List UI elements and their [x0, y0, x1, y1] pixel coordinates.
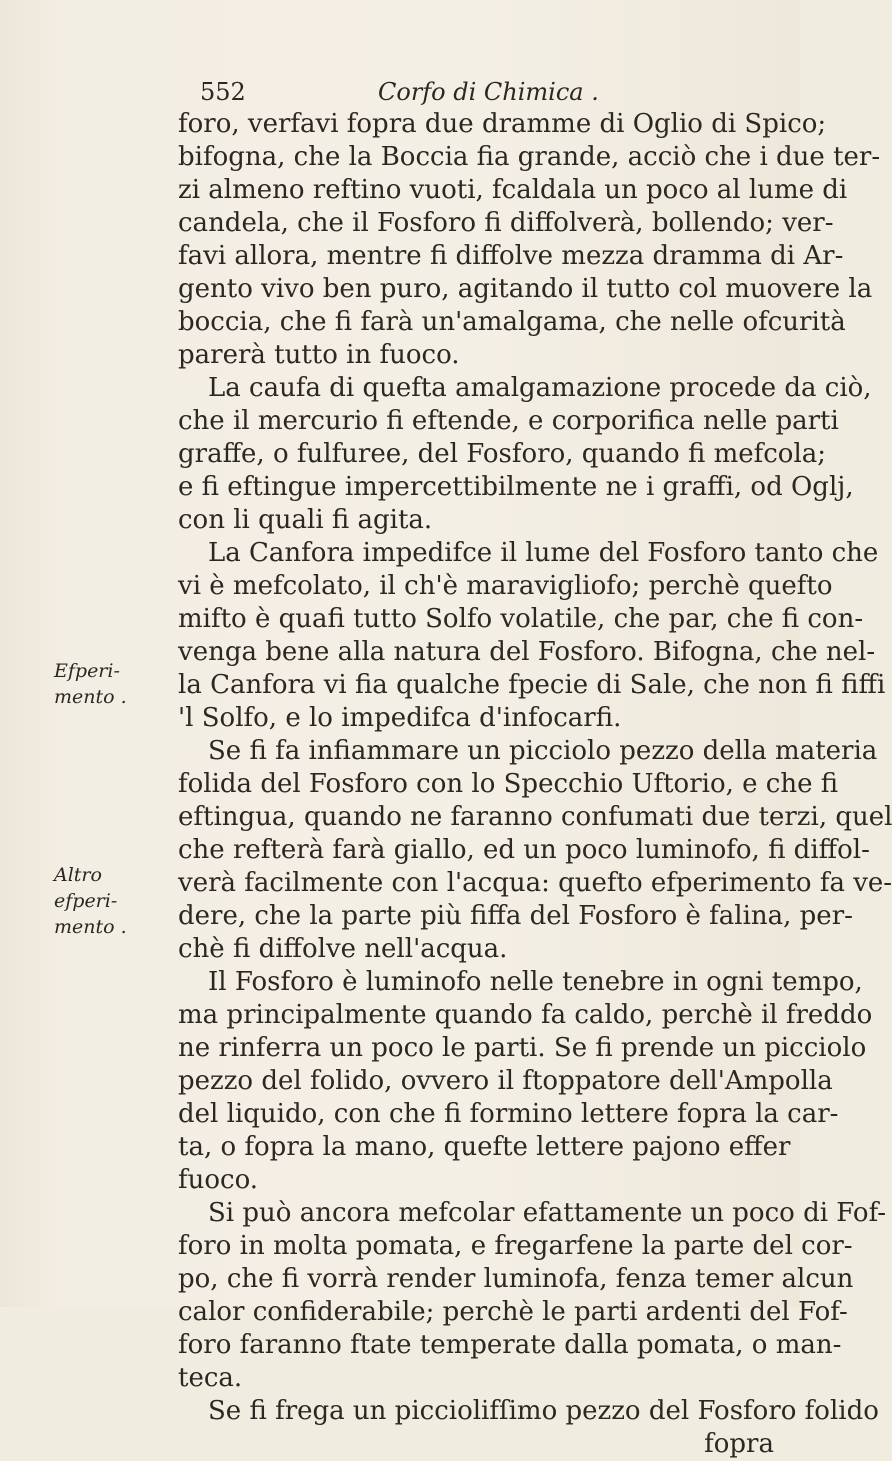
text-line: che il mercurio fi eftende, e corporifica nelle parti — [178, 406, 839, 436]
text-line: che refterà farà giallo, ed un poco luminofo, fi diffol- — [178, 835, 870, 865]
margin-note-line: efperi- — [54, 890, 118, 912]
text-line: con li quali fi agita. — [178, 505, 433, 535]
margin-note-line: mento . — [54, 686, 127, 708]
margin-note-line: Altro — [54, 864, 102, 886]
text-line: teca. — [178, 1363, 243, 1393]
text-line: venga bene alla natura del Fosforo. Bifogna, che nel- — [178, 637, 876, 667]
text-line: ne rinferra un poco le parti. Se fi prende un picciolo — [178, 1033, 867, 1063]
page-number: 552 — [200, 78, 246, 106]
text-line: e fi eftingue impercettibilmente ne i graffi, od Oglj, — [178, 472, 854, 502]
text-line: pezzo del folido, ovvero il ftoppatore dell'Ampolla — [178, 1066, 833, 1096]
text-line: ta, o fopra la mano, quefte lettere pajono effer — [178, 1132, 791, 1162]
text-line: Se fi frega un picciolifſimo pezzo del Fosforo folido — [208, 1396, 879, 1426]
text-line: graffe, o fulfuree, del Fosforo, quando fi mefcola; — [178, 439, 827, 469]
text-line: foro in molta pomata, e fregarfene la parte del cor- — [178, 1231, 853, 1261]
text-line: candela, che il Fosforo fi diffolverà, bollendo; ver- — [178, 208, 834, 238]
text-line: la Canfora vi fia qualche fpecie di Sale, che non fi fiffi — [178, 670, 886, 700]
margin-note-line: mento . — [54, 916, 127, 938]
text-line: bifogna, che la Boccia fia grande, acciò che i due ter- — [178, 142, 881, 172]
text-line: La Canfora impedifce il lume del Fosforo tanto che — [208, 538, 879, 568]
catchword: fopra — [704, 1429, 774, 1459]
text-line: del liquido, con che fi formino lettere fopra la car- — [178, 1099, 839, 1129]
text-line: ma principalmente quando fa caldo, perchè il freddo — [178, 1000, 873, 1030]
text-line: dere, che la parte più fiffa del Fosforo è falina, per- — [178, 901, 853, 931]
text-line: parerà tutto in fuoco. — [178, 340, 460, 370]
text-line: folida del Fosforo con lo Specchio Uftorio, e che fi — [178, 769, 839, 799]
text-line: po, che fi vorrà render luminofa, fenza temer alcun — [178, 1264, 854, 1294]
margin-note-altro-esperimento — [54, 862, 127, 940]
text-line: eftingua, quando ne faranno confumati due terzi, quel — [178, 802, 892, 832]
text-line: Se fi fa infiammare un picciolo pezzo della materia — [208, 736, 878, 766]
running-title: Corfo di Chimica . — [378, 78, 599, 106]
text-line: verà facilmente con l'acqua: quefto efperimento fa ve- — [178, 868, 892, 898]
text-line: zi almeno reftino vuoti, fcaldala un poco al lume di — [178, 175, 848, 205]
text-line: 'l Solfo, e lo impedifca d'infocarfi. — [178, 703, 622, 733]
text-line: foro faranno ftate temperate dalla pomata, o man- — [178, 1330, 842, 1360]
text-line: foro, verfavi fopra due dramme di Oglio di Spico; — [178, 109, 827, 139]
text-line: mifto è quafi tutto Solfo volatile, che par, che fi con- — [178, 604, 864, 634]
text-line: chè fi diffolve nell'acqua. — [178, 934, 508, 964]
margin-note-line: Efperi- — [54, 660, 120, 682]
text-line: fuoco. — [178, 1165, 259, 1195]
text-line: boccia, che fi farà un'amalgama, che nelle ofcurità — [178, 307, 846, 337]
text-line: La caufa di quefta amalgamazione procede da ciò, — [208, 373, 872, 403]
text-line: Si può ancora mefcolar efattamente un poco di Fof- — [208, 1198, 887, 1228]
text-line: calor confiderabile; perchè le parti ardenti del Fof- — [178, 1297, 848, 1327]
text-line: Il Fosforo è luminofo nelle tenebre in ogni tempo, — [208, 967, 863, 997]
text-line: gento vivo ben puro, agitando il tutto col muovere la — [178, 274, 873, 304]
margin-note-esperimento — [54, 658, 127, 710]
text-line: vi è mefcolato, il ch'è maravigliofo; perchè quefto — [178, 571, 833, 601]
text-line: favi allora, mentre fi diffolve mezza dramma di Ar- — [178, 241, 844, 271]
body-text — [178, 108, 892, 1461]
page-header — [200, 78, 760, 112]
